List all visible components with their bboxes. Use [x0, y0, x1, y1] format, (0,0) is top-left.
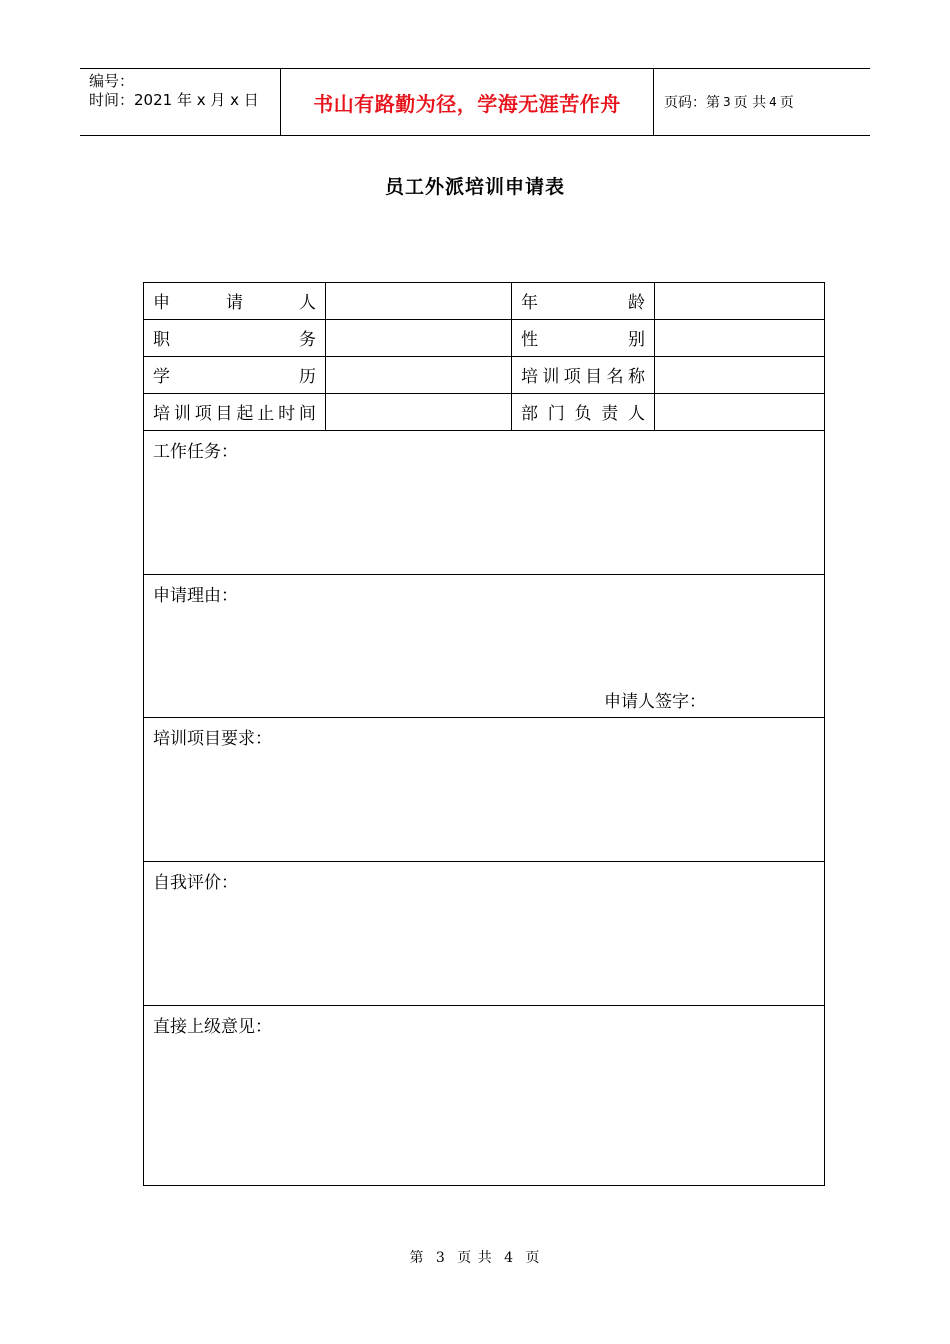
applicant-label: 申 请 人	[144, 283, 326, 319]
position-field[interactable]	[326, 320, 512, 356]
training-period-label: 培 训 项 目 起 止 时 间	[144, 394, 326, 430]
reason-label: 申请理由：	[153, 586, 238, 606]
gender-label: 性 别	[512, 320, 655, 356]
page-prefix: 页码：第	[664, 95, 720, 111]
work-task-label: 工作任务：	[153, 442, 238, 462]
applicant-signature-label: 申请人签字：	[604, 692, 706, 712]
section-reason[interactable]	[144, 575, 824, 718]
gender-field[interactable]	[655, 320, 824, 356]
training-period-field[interactable]	[326, 394, 512, 430]
page-suffix: 页	[779, 95, 794, 111]
section-requirements[interactable]	[144, 718, 824, 862]
page-footer	[0, 1247, 950, 1267]
header-page-number	[654, 69, 870, 135]
section-work-task[interactable]	[144, 431, 824, 575]
department-head-label: 部 门 负 责 人	[512, 394, 655, 430]
training-name-label: 培 训 项 目 名 称	[512, 357, 655, 393]
self-evaluation-label: 自我评价：	[153, 873, 238, 893]
education-field[interactable]	[326, 357, 512, 393]
page-current: 3	[723, 95, 731, 109]
footer-total: 4	[504, 1250, 515, 1266]
info-row-education	[144, 357, 824, 394]
header-motto: 书山有路勤为径，学海无涯苦作舟	[281, 69, 654, 135]
footer-suffix: 页	[525, 1250, 541, 1266]
page-header	[80, 68, 870, 136]
education-label: 学 历	[144, 357, 326, 393]
application-form	[143, 282, 825, 1186]
page-mid: 页 共	[733, 95, 767, 111]
info-row-applicant	[144, 283, 824, 320]
position-label: 职 务	[144, 320, 326, 356]
supervisor-opinion-label: 直接上级意见：	[153, 1017, 272, 1037]
section-self-evaluation[interactable]	[144, 862, 824, 1006]
document-title: 员工外派培训申请表	[384, 176, 565, 198]
footer-mid: 页 共	[457, 1250, 493, 1266]
age-label: 年 龄	[512, 283, 655, 319]
age-field[interactable]	[655, 283, 824, 319]
info-row-period	[144, 394, 824, 431]
header-meta	[80, 69, 281, 135]
footer-prefix: 第	[409, 1250, 425, 1266]
footer-current: 3	[435, 1250, 446, 1266]
date-label: 时间：2021 年 x 月 x 日	[89, 91, 259, 109]
serial-label: 编号：	[89, 72, 135, 90]
page-total: 4	[769, 95, 777, 109]
section-supervisor-opinion[interactable]	[144, 1006, 824, 1185]
department-head-field[interactable]	[655, 394, 824, 430]
training-name-field[interactable]	[655, 357, 824, 393]
requirements-label: 培训项目要求：	[153, 729, 272, 749]
applicant-field[interactable]	[326, 283, 512, 319]
info-row-position	[144, 320, 824, 357]
